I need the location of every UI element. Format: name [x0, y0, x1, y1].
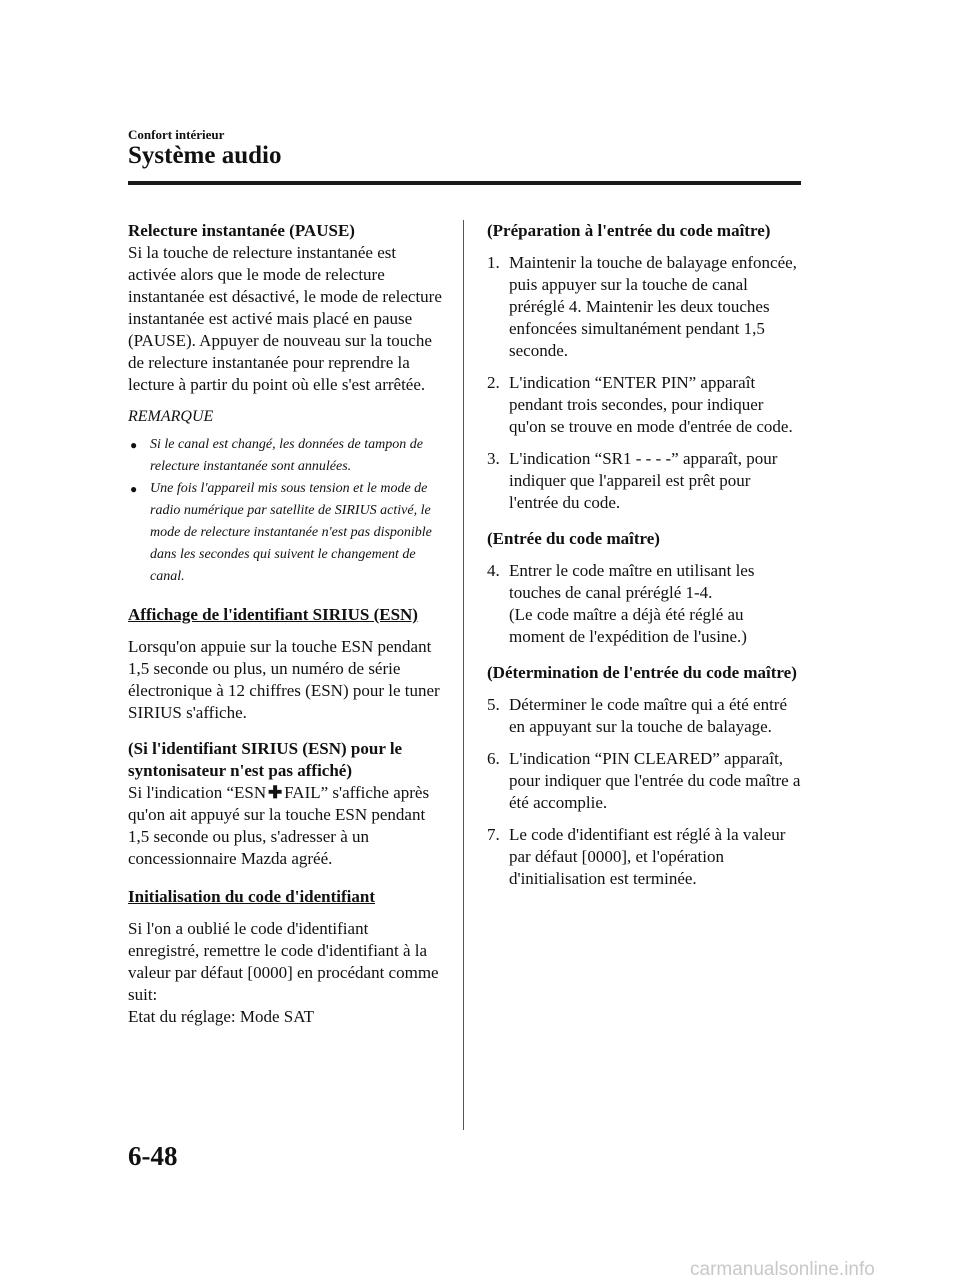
page-title: Système audio — [128, 142, 282, 169]
entry-heading: (Entrée du code maître) — [487, 529, 660, 548]
step-item — [487, 604, 803, 648]
step-item — [487, 372, 803, 438]
step-text: Déterminer le code maître qui a été entré en appuyant sur la touche de balayage. — [509, 695, 787, 736]
watermark: carmanualsonline.info — [690, 1259, 875, 1280]
column-divider — [463, 220, 464, 1130]
right-column — [487, 220, 803, 890]
init-heading: Initialisation du code d'identifiant — [128, 887, 376, 906]
note-title: REMARQUE — [128, 408, 214, 425]
step-item — [487, 824, 803, 890]
step-number: 6. — [487, 749, 500, 768]
step-list — [487, 560, 803, 648]
step-text: Maintenir la touche de balayage enfoncée, puis appuyer sur la touche de canal préréglé 4. Maintenir les deux touches enfoncées simultanément pendant 1,5 seconde. — [509, 253, 797, 360]
step-item — [487, 748, 803, 814]
step-number: 4. — [487, 561, 500, 580]
determine-heading: (Détermination de l'entrée du code maître) — [487, 663, 797, 682]
plus-icon: ✚ — [267, 783, 283, 802]
step-number — [487, 604, 509, 648]
init-status: Etat du réglage: Mode SAT — [128, 1007, 315, 1026]
step-item — [487, 252, 803, 362]
step-text: L'indication “SR1 - - - -” apparaît, pour indiquer que l'appareil est prêt pour l'entrée du code. — [509, 449, 778, 512]
step-item — [487, 448, 803, 514]
prep-heading: (Préparation à l'entrée du code maître) — [487, 221, 771, 240]
esn-fail-pre: Si l'indication “ESN — [128, 783, 267, 802]
page-number: 6-48 — [128, 1141, 178, 1171]
step-number: 5. — [487, 695, 500, 714]
step-number: 7. — [487, 825, 500, 844]
note-list — [128, 434, 443, 588]
note-text: Si le canal est changé, les données de tampon de relecture instantanée sont annulées. — [150, 437, 423, 474]
esn-fail-heading: (Si l'identifiant SIRIUS (ESN) pour le syntonisateur n'est pas affiché) — [128, 739, 403, 780]
bullet-icon: ● — [130, 438, 138, 452]
replay-text: Si la touche de relecture instantanée est activée alors que le mode de relecture instantanée est désactivé, le mode de relecture instantanée est activé mais placé en pause (PAUSE). Appuyer de nouveau sur la touche de relecture instantanée pour reprendre la lecture à partir du point où elle s'est arrêtée. — [128, 243, 442, 394]
note-item — [128, 478, 443, 588]
bullet-icon: ● — [130, 482, 138, 496]
step-text: Le code d'identifiant est réglé à la valeur par défaut [0000], et l'opération d'initialisation est terminée. — [509, 825, 786, 888]
step-text: Entrer le code maître en utilisant les touches de canal préréglé 1-4. — [509, 561, 755, 602]
esn-fail-text — [128, 782, 443, 870]
replay-heading: Relecture instantanée (PAUSE) — [128, 221, 355, 240]
step-number: 1. — [487, 253, 500, 272]
step-list — [487, 694, 803, 890]
note-text: Une fois l'appareil mis sous tension et le mode de radio numérique par satellite de SIRIUS activé, le mode de relecture instantanée n'est pas disponible dans les secondes qui suivent le changement de canal. — [150, 481, 432, 584]
step-list — [487, 252, 803, 514]
step-text: (Le code maître a déjà été réglé au moment de l'expédition de l'usine.) — [509, 605, 747, 646]
step-number: 3. — [487, 449, 500, 468]
title-rule — [128, 181, 801, 185]
init-text: Si l'on a oublié le code d'identifiant enregistré, remettre le code d'identifiant à la valeur par défaut [0000] en procédant comme suit: — [128, 919, 439, 1004]
step-item — [487, 560, 803, 604]
section-label: Confort intérieur — [128, 127, 225, 142]
step-item — [487, 694, 803, 738]
step-text: L'indication “ENTER PIN” apparaît pendant trois secondes, pour indiquer qu'on se trouve en mode d'entrée de code. — [509, 373, 793, 436]
esn-fail-post: FAIL” s'affiche après qu'on ait appuyé sur la touche ESN pendant 1,5 seconde ou plus, s'adresser à un concessionnaire Mazda agréé. — [128, 783, 430, 868]
esn-text: Lorsqu'on appuie sur la touche ESN pendant 1,5 seconde ou plus, un numéro de série électronique à 12 chiffres (ESN) pour le tuner SIRIUS s'affiche. — [128, 637, 440, 722]
step-text: L'indication “PIN CLEARED” apparaît, pour indiquer que l'entrée du code maître a été accomplie. — [509, 749, 801, 812]
esn-heading: Affichage de l'identifiant SIRIUS (ESN) — [128, 605, 418, 624]
left-column — [128, 220, 443, 1028]
step-number: 2. — [487, 373, 500, 392]
note-item — [128, 434, 443, 478]
